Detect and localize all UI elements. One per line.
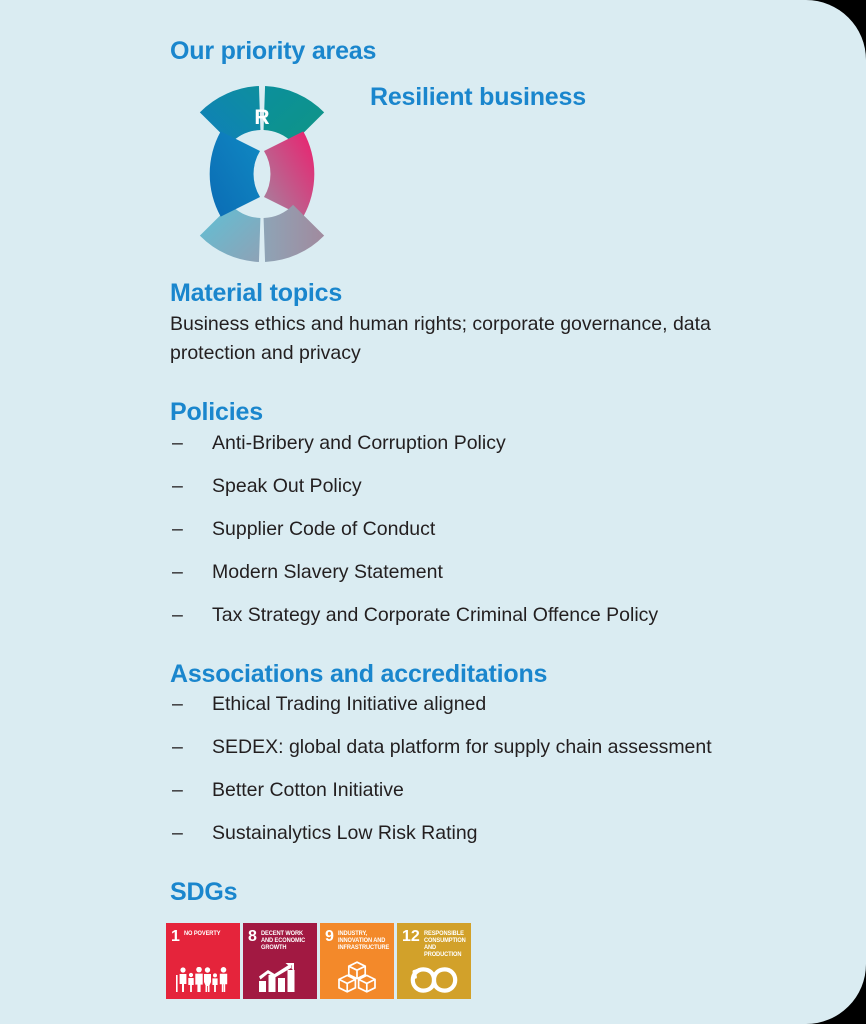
bullet-dash-icon: – <box>172 432 183 454</box>
policy-item-label: Modern Slavery Statement <box>212 561 443 583</box>
sdgs-heading: SDGs <box>170 878 238 906</box>
sdg-tile-9[interactable] <box>320 923 394 999</box>
associations-list <box>170 691 850 863</box>
selected-pillar-label: Resilient business <box>370 83 586 111</box>
association-item <box>170 820 850 863</box>
wheel-segment-lower-left[interactable] <box>200 205 261 262</box>
association-item <box>170 691 850 734</box>
sdg-icon-row <box>166 923 471 999</box>
association-item-label: SEDEX: global data platform for supply chain assessment <box>212 736 712 758</box>
sdg-tile-header <box>402 930 466 958</box>
page-title: Our priority areas <box>170 37 377 65</box>
bullet-dash-icon: – <box>172 693 183 715</box>
policy-item-label: Anti-Bribery and Corruption Policy <box>212 432 506 454</box>
policies-heading: Policies <box>170 398 263 426</box>
policy-item-label: Tax Strategy and Corporate Criminal Offence Policy <box>212 604 659 626</box>
priority-areas-wheel <box>172 84 352 264</box>
wheel-center-letter: R <box>254 106 270 129</box>
wheel-segment-bottom[interactable] <box>264 205 325 262</box>
sdg-number: 12 <box>402 928 420 945</box>
bullet-dash-icon: – <box>172 604 183 626</box>
wheel-segment-resilient-business[interactable] <box>200 86 261 143</box>
association-item-label: Sustainalytics Low Risk Rating <box>212 822 478 844</box>
sdg-number: 9 <box>325 928 334 945</box>
policies-list <box>170 430 850 645</box>
policy-item-label: Speak Out Policy <box>212 475 362 497</box>
associations-heading: Associations and accreditations <box>170 660 548 688</box>
material-topics-heading: Material topics <box>170 279 343 307</box>
sdg-family-icon <box>166 967 240 993</box>
bullet-dash-icon: – <box>172 518 183 540</box>
policy-item <box>170 473 850 516</box>
policy-item-label: Supplier Code of Conduct <box>212 518 436 540</box>
sdg-tile-header <box>171 930 235 943</box>
wheel-svg <box>172 84 352 264</box>
bullet-dash-icon: – <box>172 822 183 844</box>
sdg-tile-1[interactable] <box>166 923 240 999</box>
bullet-dash-icon: – <box>172 736 183 758</box>
bullet-dash-icon: – <box>172 475 183 497</box>
sdg-tile-header <box>325 930 389 951</box>
wheel-segment-upper-left[interactable] <box>210 131 260 216</box>
sdg-label: RESPONSIBLE CONSUMPTION AND PRODUCTION <box>423 930 466 958</box>
policy-item <box>170 516 850 559</box>
association-item-label: Better Cotton Initiative <box>212 779 404 801</box>
sdg-cubes-icon <box>320 961 394 993</box>
bullet-dash-icon: – <box>172 561 183 583</box>
association-item <box>170 777 850 820</box>
sdg-label: NO POVERTY <box>183 930 221 937</box>
association-item <box>170 734 850 777</box>
wheel-segment-lower-right[interactable] <box>264 131 314 216</box>
sdg-tile-8[interactable] <box>243 923 317 999</box>
material-topics-body: Business ethics and human rights; corporate governance, data protection and privacy <box>170 313 711 364</box>
sdg-label: DECENT WORK AND ECONOMIC GROWTH <box>260 930 306 951</box>
sdg-number: 8 <box>248 928 257 945</box>
policy-item <box>170 602 850 645</box>
wheel-segment-upper-right[interactable] <box>264 86 325 143</box>
sdg-number: 1 <box>171 928 180 945</box>
sdg-tile-header <box>248 930 312 951</box>
sdg-tile-12[interactable] <box>397 923 471 999</box>
sdg-growth-chart-icon <box>243 963 317 993</box>
association-item-label: Ethical Trading Initiative aligned <box>212 693 487 715</box>
policy-item <box>170 559 850 602</box>
bullet-dash-icon: – <box>172 779 183 801</box>
sdg-infinity-icon <box>397 967 471 993</box>
policy-item <box>170 430 850 473</box>
sdg-label: INDUSTRY, INNOVATION AND INFRASTRUCTURE <box>337 930 390 951</box>
